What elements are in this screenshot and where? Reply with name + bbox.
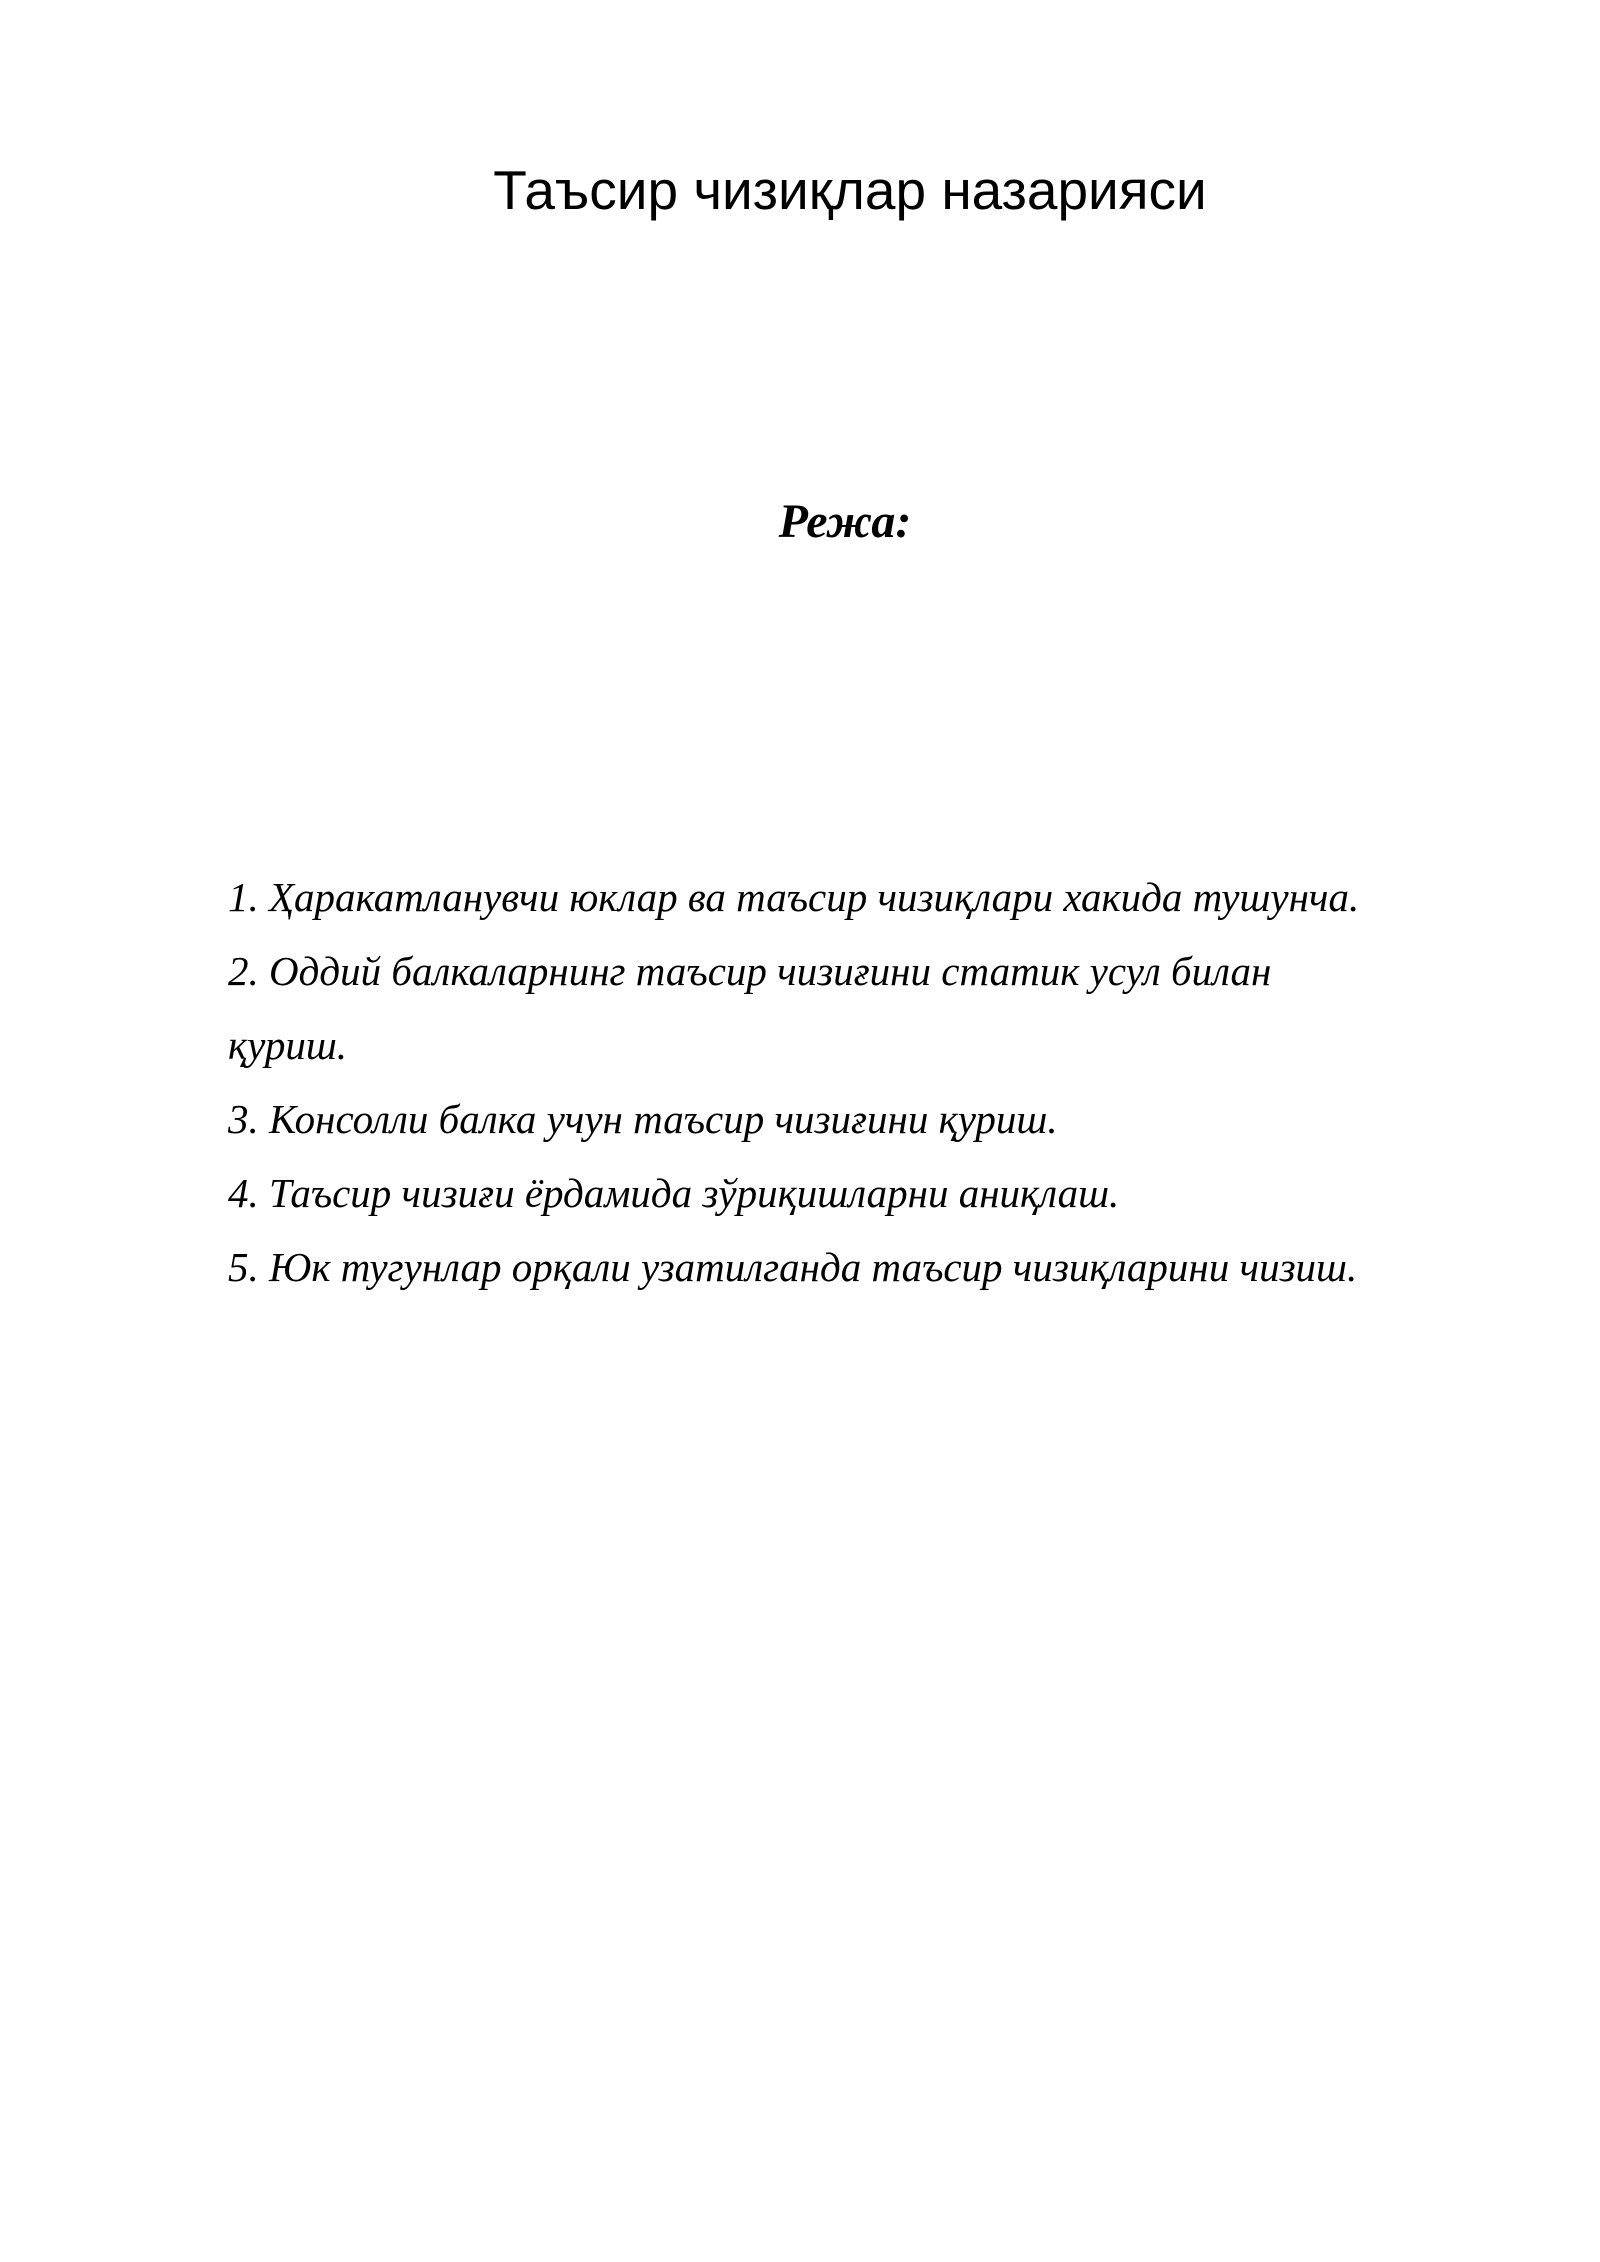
plan-item-2: 2. Оддий балкаларнинг таъсир чизиғини статик усул билан bbox=[228, 948, 1272, 994]
plan-heading: Режа: bbox=[778, 495, 912, 548]
plan-item-1: 1. Ҳаракатланувчи юклар ва таъсир чизиқлари хакида тушунча. bbox=[228, 874, 1360, 920]
document-title: Таъсир чизиқлар назарияси bbox=[493, 159, 1207, 221]
plan-list bbox=[228, 860, 1468, 1304]
plan-item-3: 3. Консолли балка учун таъсир чизиғини қуриш. bbox=[228, 1096, 1058, 1142]
plan-item-2-continuation: қуриш. bbox=[228, 1022, 348, 1068]
plan-item-4: 4. Таъсир чизиғи ёрдамида зўриқишларни аниқлаш. bbox=[228, 1170, 1120, 1216]
plan-item-5: 5. Юк тугунлар орқали узатилганда таъсир чизиқларини чизиш. bbox=[228, 1244, 1358, 1290]
